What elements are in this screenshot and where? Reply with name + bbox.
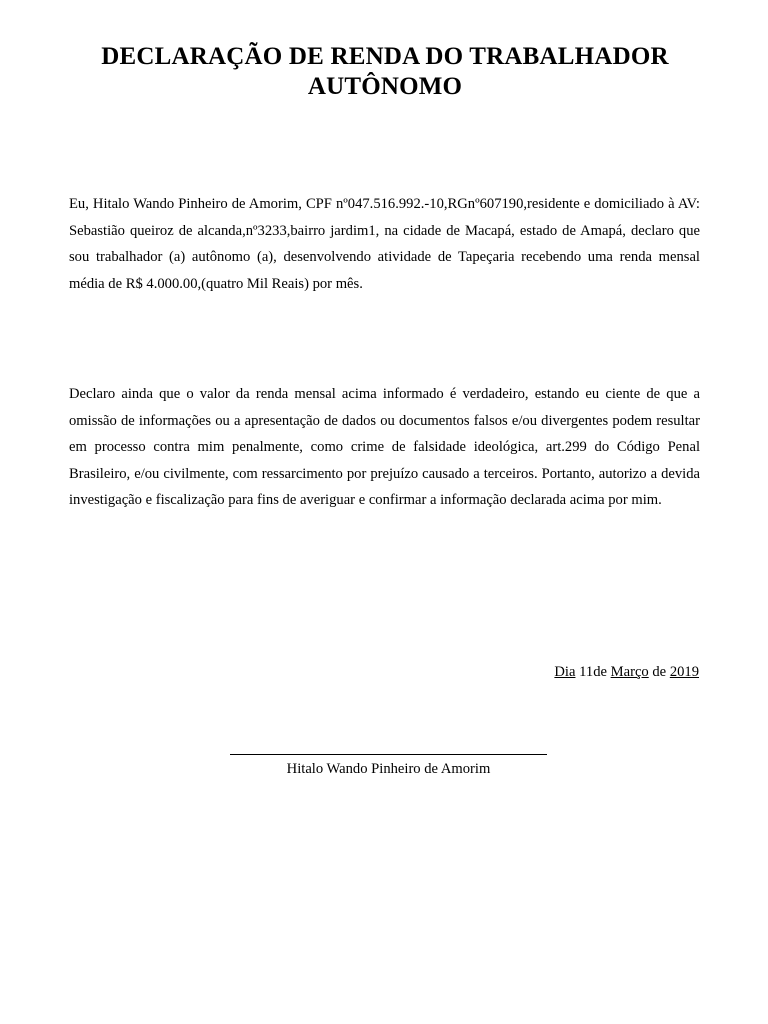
liability-paragraph: Declaro ainda que o valor da renda mensal acima informado é verdadeiro, estando eu ciente de que a omissão de informações ou a apresentação de dados ou documentos falsos e/ou divergentes podem resultar em processo contra mim penalmente, como crime de falsidade ideológica, art.299 do Código Penal Brasileiro, e/ou civilmente, com ressarcimento por prejuízo causado a terceiros. Portanto, autorizo a devida investigação e fiscalização para fins de averiguar e confirmar a informação declarada acima por mim. xyxy=(69,386,700,509)
date-year: 2019 xyxy=(669,664,699,680)
date-de-1: de xyxy=(593,664,607,680)
date-month: Março xyxy=(610,664,649,680)
date-line xyxy=(554,659,699,685)
document-title: DECLARAÇÃO DE RENDA DO TRABALHADOR AUTÔNOMO xyxy=(101,43,669,100)
date-day: 11 xyxy=(579,664,594,680)
declaration-paragraph: Eu, Hitalo Wando Pinheiro de Amorim, CPF nº047.516.992.-10,RGnº607190,residente e domiciliado à AV: Sebastião queiroz de alcanda,nº3233,bairro jardim1, na cidade de Macapá, estado de Amapá, declaro que sou trabalhador (a) autônomo (a), desenvolvendo atividade de Tapeçaria recebendo uma renda mensal média de R$ 4.000.00,(quatro Mil Reais) por mês. xyxy=(69,196,700,292)
signature-line xyxy=(230,754,547,755)
date-dia-label: Dia xyxy=(554,664,576,680)
signature-name: Hitalo Wando Pinheiro de Amorim xyxy=(286,761,491,777)
date-de-2: de xyxy=(652,664,667,680)
